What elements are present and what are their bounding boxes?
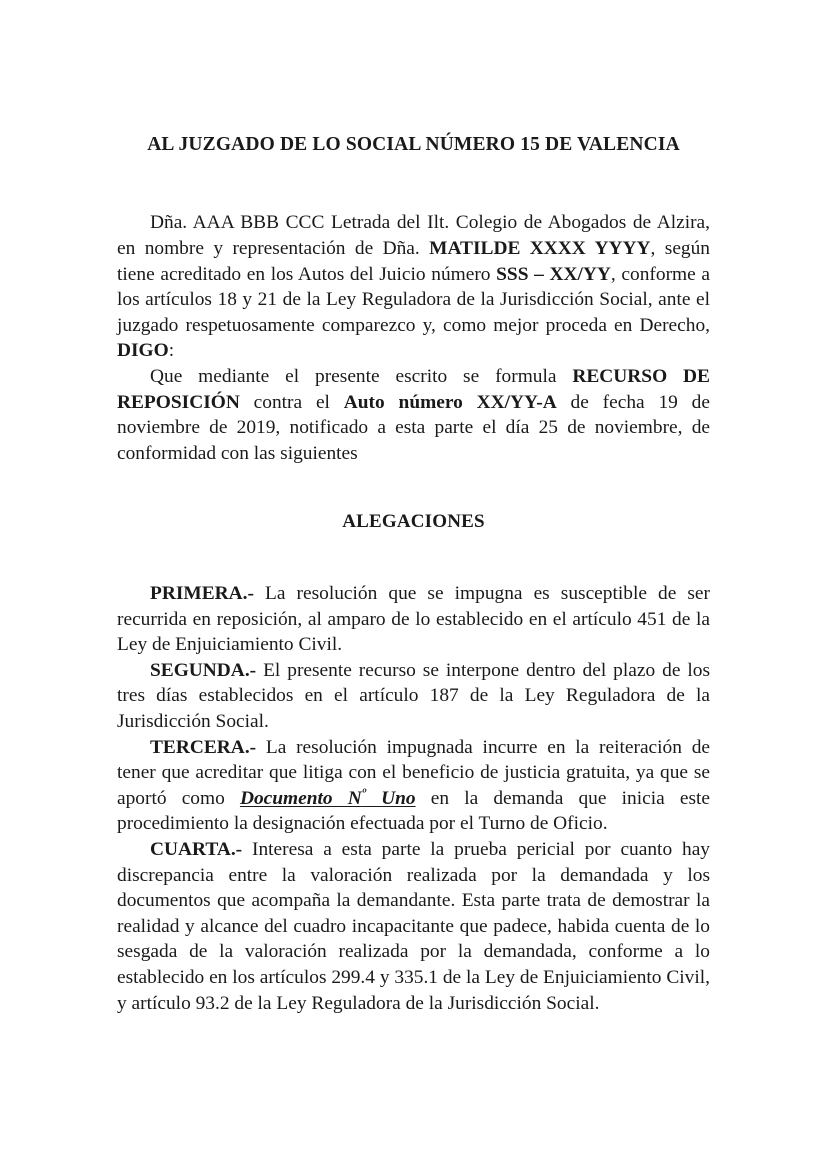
recurso-text-3: de fecha 19 de noviembre de 2019, notificado a esta parte el día 25 de noviembre, de conformidad con las siguientes — [117, 391, 710, 464]
alegacion-primera — [117, 581, 710, 658]
alegacion-label-primera: PRIMERA.- — [150, 583, 254, 605]
page-title: AL JUZGADO DE LO SOCIAL NÚMERO 15 DE VALENCIA — [147, 134, 680, 155]
spacer-after-alegaciones — [117, 534, 710, 581]
alegacion-body-cuarta: Interesa a esta parte la prueba pericial por cuanto hay discrepancia entre la valoración realizada por la demandada y los documentos que acompaña la demandante. Esta parte trata de demostrar la realidad y alcance del cuadro incapacitante que padece, habida cuenta de lo sesgada de la valoración realizada por la demandada, conforme a lo establecido en los artículos 299.4 y 335.1 de la Ley de Enjuiciamiento Civil, y artículo 93.2 de la Ley Reguladora de la Jurisdicción Social. — [117, 839, 710, 1014]
paragraph-recurso — [117, 364, 710, 466]
alegacion-label-tercera: TERCERA.- — [150, 736, 257, 758]
alegacion-body-primera: La resolución que se impugna es susceptible de ser recurrida en reposición, al amparo de lo establecido en el artículo 451 de la Ley de Enjuiciamiento Civil. — [117, 583, 710, 656]
alegacion-cuarta — [117, 837, 710, 1016]
recurso-text-2: contra el — [239, 391, 344, 413]
spacer-before-alegaciones — [117, 466, 710, 510]
alegacion-body-tercera-after: en la demanda que inicia este procedimiento la designación efectuada por el Turno de Oficio. — [117, 787, 710, 835]
alegacion-segunda — [117, 658, 710, 735]
digo-keyword: DIGO — [117, 340, 169, 362]
auto-number: Auto número XX/YY-A — [343, 391, 557, 413]
spacer-after-title — [117, 157, 710, 210]
appearance-text-1: Dña. AAA BBB CCC Letrada del Ilt. Colegio de Abogados de Alzira, en nombre y representación de Dña. — [117, 212, 710, 259]
alegacion-label-cuarta: CUARTA.- — [150, 839, 243, 860]
documento-uno-reference — [240, 788, 416, 809]
case-number: SSS – XX/YY — [496, 263, 611, 285]
paragraph-appearance — [117, 210, 710, 364]
section-heading-alegaciones: ALEGACIONES — [342, 511, 485, 533]
appearance-text-4: : — [168, 340, 175, 362]
document-content — [117, 0, 710, 1016]
recurso-text-1: Que mediante el presente escrito se formula — [150, 365, 573, 387]
alegacion-body-tercera-before: La resolución impugnada incurre en la reiteración de tener que acreditar que litiga con el beneficio de justicia gratuita, ya que se aportó como — [117, 736, 710, 809]
documento-uno-text: Documento N — [239, 787, 362, 809]
alegacion-body-segunda: El presente recurso se interpone dentro del plazo de los tres días establecidos en el artículo 187 de la Ley Reguladora de la Jurisdicción Social. — [117, 659, 710, 733]
alegacion-tercera — [117, 735, 710, 837]
documento-uno-tail: Uno — [365, 787, 416, 809]
recurso-type: RECURSO DE REPOSICIÓN — [117, 365, 710, 413]
ordinal-indicator: º — [361, 786, 366, 802]
appearance-text-3: , conforme a los artículos 18 y 21 de la Ley Reguladora de la Jurisdicción Social, ante el juzgado respetuosamente comparezco y, como mejor proceda en Derecho, — [117, 263, 710, 336]
alegacion-label-segunda: SEGUNDA.- — [150, 659, 257, 681]
client-name: MATILDE XXXX YYYY — [429, 237, 651, 259]
appearance-text-2: , según tiene acreditado en los Autos del Juicio número — [117, 237, 711, 285]
